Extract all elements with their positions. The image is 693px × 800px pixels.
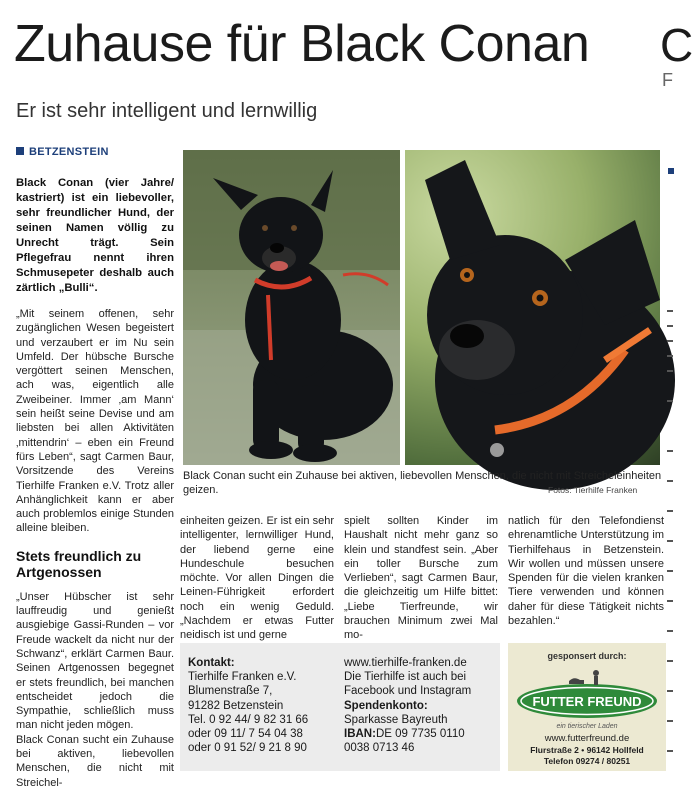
- contact-tel: Tel. 0 92 44/ 9 82 31 66: [188, 713, 309, 726]
- web-and-donation: [344, 656, 471, 755]
- body-paragraph-col3: spielt sollten Kinder im Haushalt nicht mehr ganz so klein und standfest sein. „Aber ein toller Bursche zum Verlieben“, sagt Carmen Baur, die gleichzeitig um Hilfe bittet: „Liebe Tierfreunde, wir brauchen Minimum zwei Mal mo-: [344, 515, 498, 642]
- bank-name: Sparkasse Bayreuth: [344, 713, 448, 726]
- body-paragraph-2: „Unser Hübscher ist sehr lauffreudig und genießt ausgiebige Gassi-Runden – vor Freude wackelt da nicht nur der Schwanz“, erklärt Carmen Baur. Seinen Artgenossen begegnet er stets freundlich, bei manchen entscheidet jedoch die Sympathie, schließlich muss man nicht jeden mögen.: [16, 590, 174, 732]
- square-bullet-icon: [16, 147, 24, 155]
- subline: Er ist sehr intelligent und lernwillig: [16, 100, 318, 122]
- contact-org: Tierhilfe Franken e.V.: [188, 671, 297, 684]
- sponsor-website[interactable]: www.futterfreund.de: [544, 733, 630, 744]
- dog-lying-illustration: [183, 150, 400, 465]
- adjacent-article-edge: [666, 150, 675, 800]
- adjacent-headline-fragment: C: [660, 19, 693, 71]
- body-paragraph-1: „Mit seinem offenen, sehr zugänglichen Wesen begeistert und verzaubert er im Nu sein Umfeld. Der hübsche Bursche vergöttert seinen Menschen, ach was, eigentlich alle Zweibeiner. Immer ‚am Mann‘ sein heißt seine Devise und am liebsten bei allen Aktivitäten ‚mittendrin‘ – eben ein Freund fürs Leben“, sagt Carmen Baur, Vorsitzende des Vereins Tierhilfe Franken e.V. Trotz aller Anhänglichkeit kann er aber auch problemlos einige Stunden alleine bleiben.: [16, 308, 174, 535]
- dog-photo-closeup: [405, 150, 660, 465]
- dog-closeup-illustration: [405, 150, 660, 465]
- adjacent-square-bullet-icon: [668, 168, 674, 174]
- futter-freund-logo: [514, 667, 660, 721]
- contact-street: Blumenstraße 7,: [188, 685, 273, 698]
- iban-line: IBAN:DE 09 7735 0110: [344, 728, 465, 741]
- column-4: [508, 514, 664, 628]
- website-link[interactable]: www.tierhilfe-franken.de: [344, 657, 467, 669]
- dateline: [16, 146, 109, 158]
- photo-caption: Black Conan sucht ein Zuhause bei aktiven, liebevollen Menschen, die nicht mit Streicheleinheiten geizen.: [183, 470, 662, 496]
- contact-label: Kontakt:: [188, 657, 235, 669]
- sponsor-box: [508, 643, 666, 771]
- sponsor-address: Flurstraße 2 • 96142 Hollfeld: [530, 745, 644, 755]
- column-3: [344, 514, 498, 643]
- body-paragraph-col4: natlich für den Telefondienst ehrenamtliche Unterstützung im Tierhilfehaus in Betzenstein. Wir wollen und müssen unsere Spenden für die vielen kranken Tiere verwenden und können daher für diese Tätigkeit nichts bezahlen.“: [508, 515, 664, 628]
- subheading: Stets freundlich zu Artgenossen: [16, 547, 142, 580]
- photo-credit: Fotos: Tierhilfe Franken: [548, 485, 638, 495]
- column-1: [16, 176, 174, 790]
- sponsor-phone: Telefon 09274 / 80251: [543, 756, 631, 766]
- contact-alt-tel-1: oder 09 11/ 7 54 04 38: [188, 728, 303, 741]
- adjacent-subline-fragment: F: [662, 70, 673, 90]
- contact-city: 91282 Betzenstein: [188, 699, 284, 712]
- social-line-1: Die Tierhilfe ist auch bei: [344, 671, 467, 684]
- contact-alt-tel-2: oder 0 91 52/ 9 21 8 90: [188, 742, 307, 755]
- iban-line-2: 0038 0713 46: [344, 742, 415, 755]
- social-line-2: Facebook und Instagram: [344, 685, 472, 698]
- column-2: [180, 514, 334, 643]
- body-paragraph-col2: einheiten geizen. Er ist ein sehr intelligenter, lernwilliger Hund, der liebend gerne eine Hundeschule besuchen möchte. Vor allen Dingen die Leinen-Führigkeit erfordert noch ein wenig Geduld. „Nachdem er etwas Futter neidisch ist und gerne: [180, 515, 334, 642]
- dateline-text: BETZENSTEIN: [29, 146, 109, 158]
- donation-label: Spendenkonto:: [344, 699, 428, 712]
- contact-details: [188, 656, 308, 755]
- lead-paragraph: Black Conan (vier Jahre/ kastriert) ist ein liebevoller, sehr freundlicher Hund, der seinen Namen völlig zu Unrecht trägt. Sein Pflegefrau nennt ihren Schmusepeter deshalb auch zärtlich „Bulli“.: [16, 177, 174, 294]
- sponsor-label: gesponsert durch:: [547, 651, 627, 661]
- sponsor-tagline: ein tierischer Laden: [556, 723, 618, 730]
- headline: Zuhause für Black Conan: [14, 15, 590, 73]
- dog-photo-lying: [183, 150, 400, 465]
- sponsor-brand-text: FUTTER FREUND: [532, 694, 642, 709]
- body-paragraph-3: Black Conan sucht ein Zuhause bei aktiven, liebevollen Menschen, die nicht mit Streichel-: [16, 733, 174, 789]
